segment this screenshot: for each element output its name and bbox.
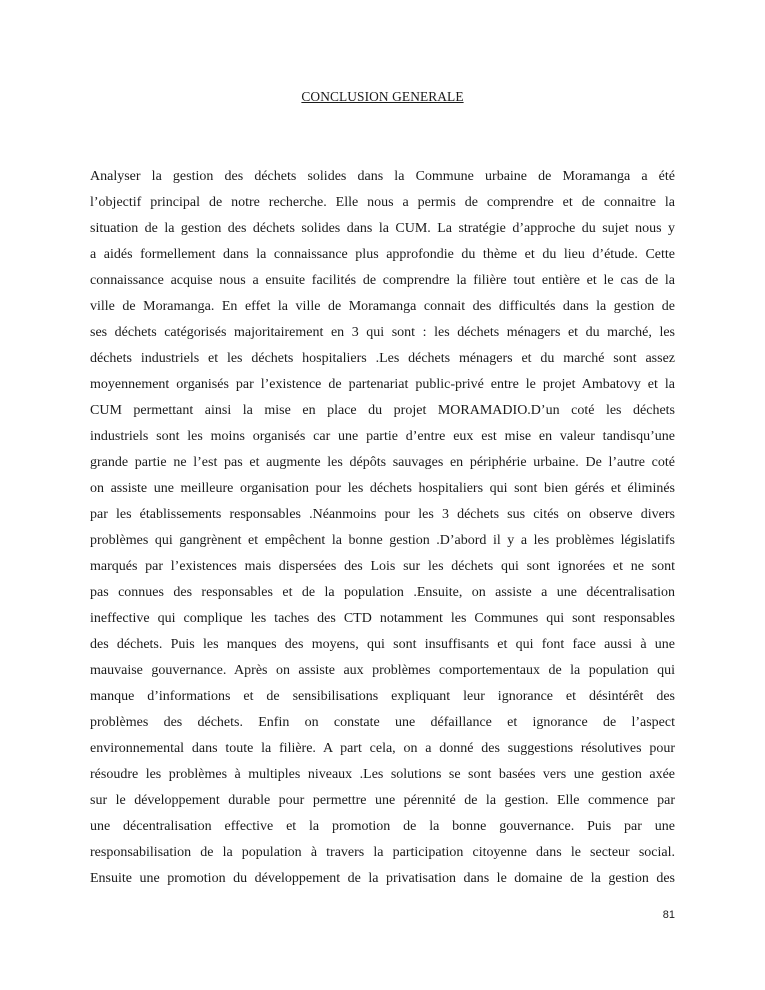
paragraph-line: sur le développement durable pour permettre une pérennité de la gestion. Elle commence par [90,793,675,808]
paragraph-line: CUM permettant ainsi la mise en place du projet MORAMADIO.D’un coté les déchets [90,403,675,418]
body-paragraph [90,164,675,892]
paragraph-line: moyennement organisés par l’existence de partenariat public-privé entre le projet Ambatovy et la [90,377,675,392]
paragraph-line: environnemental dans toute la filière. A part cela, on a donné des suggestions résolutives pour [90,741,675,756]
page-number: 81 [662,909,675,921]
page-title: CONCLUSION GENERALE [301,89,464,104]
paragraph-line: situation de la gestion des déchets solides dans la CUM. La stratégie d’approche du sujet nous y [90,221,675,236]
paragraph-line: on assiste une meilleure organisation pour les déchets hospitaliers qui sont bien gérés et éliminés [90,481,675,496]
paragraph-line: Analyser la gestion des déchets solides dans la Commune urbaine de Moramanga a été [90,169,675,184]
paragraph-line: marqués par l’existences mais dispersées des Lois sur les déchets qui sont ignorées et ne sont [90,559,675,574]
paragraph-line: résoudre les problèmes à multiples niveaux .Les solutions se sont basées vers une gestion axée [90,767,675,782]
paragraph-line: ses déchets catégorisés majoritairement en 3 qui sont : les déchets ménagers et du marché, les [90,325,675,340]
paragraph-line: manque d’informations et de sensibilisations expliquant leur ignorance et désintérêt des [90,689,675,704]
paragraph-line: des déchets. Puis les manques des moyens, qui sont insuffisants et qui font face aussi à une [90,637,675,652]
paragraph-line: a aidés formellement dans la connaissance plus approfondie du thème et du lieu d’étude. Cette [90,247,675,262]
paragraph-line: problèmes qui gangrènent et empêchent la bonne gestion .D’abord il y a les problèmes législatifs [90,533,675,548]
paragraph-line: grande partie ne l’est pas et augmente les dépôts sauvages en périphérie urbaine. De l’autre coté [90,455,675,470]
paragraph-line: une décentralisation effective et la promotion de la bonne gouvernance. Puis par une [90,819,675,834]
paragraph-line: industriels sont les moins organisés car une partie d’entre eux est mise en valeur tandisqu’une [90,429,675,444]
paragraph-line: par les établissements responsables .Néanmoins pour les 3 déchets sus cités on observe divers [90,507,675,522]
paragraph-line: l’objectif principal de notre recherche. Elle nous a permis de comprendre et de connaitre la [90,195,675,210]
paragraph-line: déchets industriels et les déchets hospitaliers .Les déchets ménagers et du marché sont assez [90,351,675,366]
paragraph-line: ineffective qui complique les taches des CTD notamment les Communes qui sont responsables [90,611,675,626]
paragraph-line: responsabilisation de la population à travers la participation citoyenne dans le secteur social. [90,845,675,860]
paragraph-line: connaissance acquise nous a ensuite facilités de comprendre la filière tout entière et le cas de la [90,273,675,288]
paragraph-line: mauvaise gouvernance. Après on assiste aux problèmes comportementaux de la population qui [90,663,675,678]
paragraph-line: ville de Moramanga. En effet la ville de Moramanga connait des difficultés dans la gestion de [90,299,675,314]
paragraph-line: problèmes des déchets. Enfin on constate une défaillance et ignorance de l’aspect [90,715,675,730]
paragraph-line: Ensuite une promotion du développement de la privatisation dans le domaine de la gestion des [90,871,675,886]
paragraph-line: pas connues des responsables et de la population .Ensuite, on assiste a une décentralisation [90,585,675,600]
